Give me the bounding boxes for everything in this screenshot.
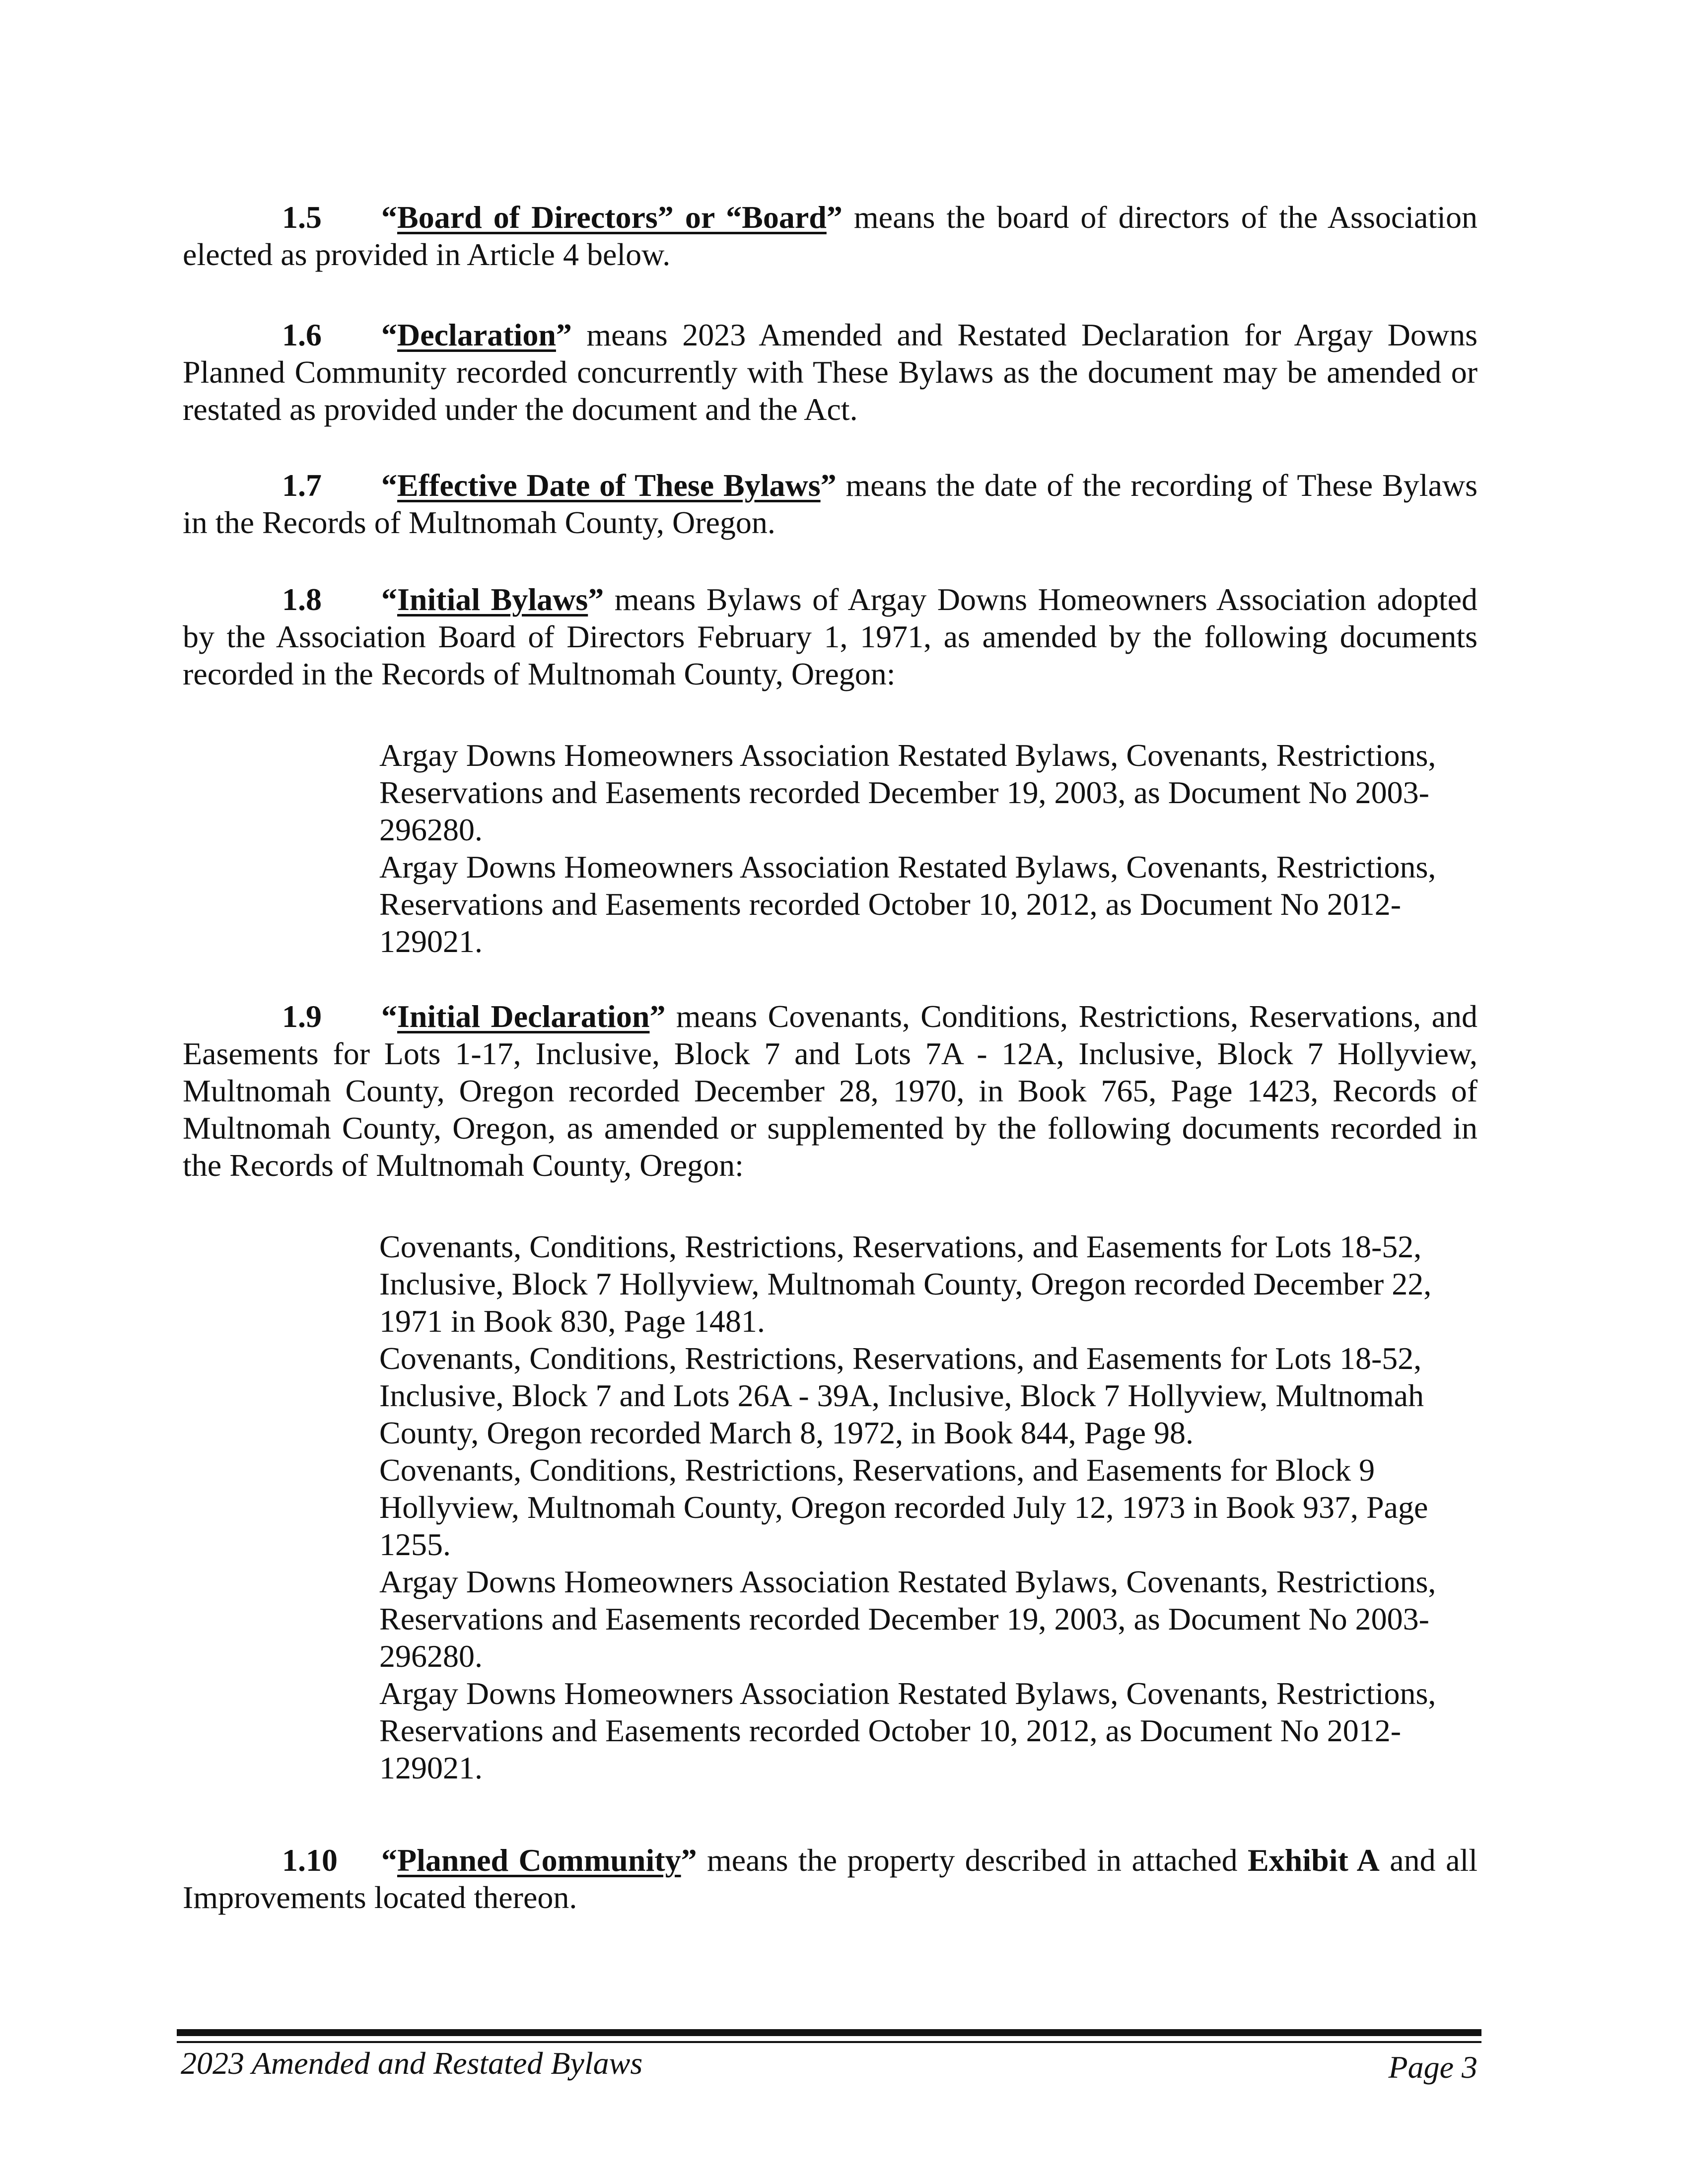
section-text-after: and all Improvements located thereon. (183, 1843, 1478, 1915)
footer-title: 2023 Amended and Restated Bylaws (181, 2046, 643, 2081)
declaration-document-list (379, 1228, 1477, 1786)
list-item: Argay Downs Homeowners Association Restated Bylaws, Covenants, Restrictions, Reservations and Easements recorded December 19, 2003, as Document No 2003-296280. (379, 1564, 1436, 1674)
section-number: 1.8 (282, 582, 322, 617)
footer-rule-thick (177, 2029, 1481, 2036)
list-item: Argay Downs Homeowners Association Restated Bylaws, Covenants, Restrictions, Reservations and Easements recorded December 19, 2003, as Document No 2003-296280. (379, 738, 1436, 847)
list-item: Argay Downs Homeowners Association Restated Bylaws, Covenants, Restrictions, Reservations and Easements recorded October 10, 2012, as Document No 2012-129021. (379, 1676, 1436, 1785)
section-number: 1.10 (282, 1843, 338, 1878)
section-number: 1.9 (282, 999, 322, 1034)
section-1-6 (183, 316, 1477, 428)
defined-term: “Declaration” (381, 317, 572, 352)
section-1-9 (183, 998, 1477, 1184)
list-item: Covenants, Conditions, Restrictions, Reservations, and Easements for Lots 18-52, Inclusive, Block 7 Hollyview, Multnomah County, Oregon recorded December 22, 1971 in Book 830, Page 1481. (379, 1229, 1432, 1339)
section-1-7 (183, 467, 1477, 541)
section-text: means Bylaws of Argay Downs Homeowners Association adopted by the Association Board of Directors February 1, 1971, as amended by the following documents recorded in the Records of Multnomah County, Oregon: (183, 582, 1478, 691)
section-text: means the property described in attached (697, 1843, 1248, 1878)
defined-term: “Initial Bylaws” (381, 582, 604, 617)
section-text: means 2023 Amended and Restated Declaration for Argay Downs Planned Community recorded concurrently with These Bylaws as the document may be amended or restated as provided under the document and the Act. (183, 317, 1477, 427)
section-number: 1.6 (282, 317, 322, 352)
defined-term: “Planned Community” (381, 1843, 697, 1878)
list-item: Covenants, Conditions, Restrictions, Reservations, and Easements for Block 9 Hollyview, Multnomah County, Oregon recorded July 12, 1973 in Book 937, Page 1255. (379, 1452, 1428, 1562)
section-text: means the date of the recording of These Bylaws in the Records of Multnomah County, Oregon. (183, 468, 1478, 540)
bylaws-document-list (379, 737, 1477, 960)
list-item: Argay Downs Homeowners Association Restated Bylaws, Covenants, Restrictions, Reservations and Easements recorded October 10, 2012, as Document No 2012-129021. (379, 849, 1436, 959)
page-number: Page 3 (1388, 2049, 1477, 2085)
section-1-5 (183, 199, 1477, 273)
defined-term: “Board of Directors” or “Board” (381, 200, 843, 235)
defined-term: “Initial Declaration” (381, 999, 666, 1034)
footer-rule-thin (177, 2041, 1481, 2043)
defined-term: “Effective Date of These Bylaws” (381, 468, 837, 503)
section-number: 1.7 (282, 468, 322, 503)
section-1-10 (183, 1842, 1477, 1916)
section-text: means Covenants, Conditions, Restrictions, Reservations, and Easements for Lots 1-17, Inclusive, Block 7 and Lots 7A - 12A, Inclusive, Block 7 Hollyview, Multnomah County, Oregon recorded December 28, 1970, in Book 765, Page 1423, Records of Multnomah County, Oregon, as amended or supplemented by the following documents recorded in the Records of Multnomah County, Oregon: (183, 999, 1478, 1183)
list-item: Covenants, Conditions, Restrictions, Reservations, and Easements for Lots 18-52, Inclusive, Block 7 and Lots 26A - 39A, Inclusive, Block 7 Hollyview, Multnomah County, Oregon recorded March 8, 1972, in Book 844, Page 98. (379, 1341, 1424, 1450)
section-text: means the board of directors of the Association elected as provided in Article 4 below. (183, 200, 1478, 272)
section-number: 1.5 (282, 200, 322, 235)
section-1-8 (183, 581, 1477, 692)
exhibit-reference: Exhibit A (1248, 1843, 1380, 1878)
